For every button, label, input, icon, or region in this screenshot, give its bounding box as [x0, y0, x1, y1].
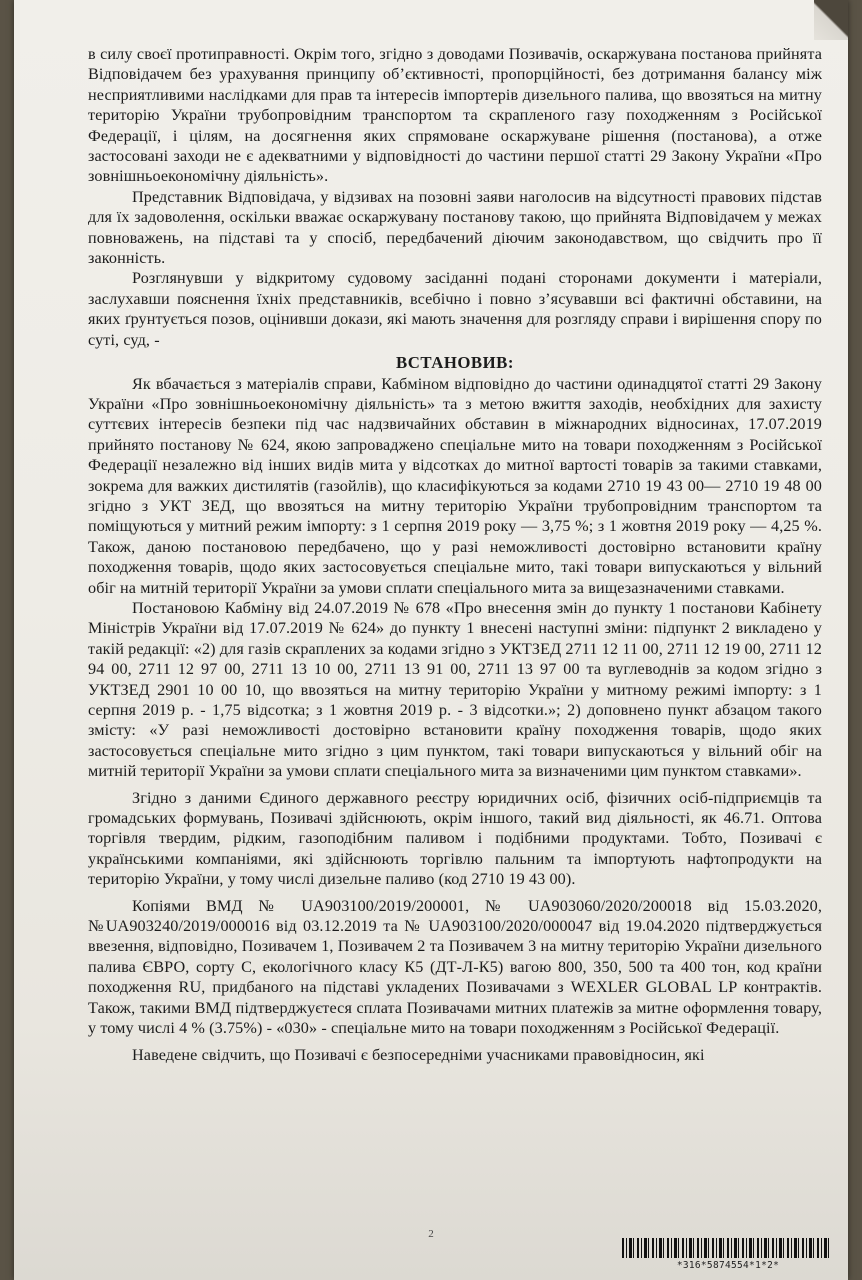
paragraph-state-register: Згідно з даними Єдиного державного реєстру юридичних осіб, фізичних осіб-підприємців та громадських формувань, Позивачі здійснюють, окрім іншого, такий вид діяльності, як 46.71. Оптова торгівля твердим, рідким, газоподібним паливом і подібними продуктами. Тобто, Позивачі є українськими компаніями, які здійснюють торгівлю пальним та імпортують нафтопродукти на територію України, у тому числі дизельне паливо (код 2710 19 43 00). [88, 788, 822, 889]
folded-page-corner [814, 0, 848, 40]
paragraph-court-review: Розглянувши у відкритому судовому засіданні подані сторонами документи і матеріали, заслухавши пояснення їхніх представників, всебічно і повно з’ясувавши всі фактичні обставини, на яких ґрунтується позов, оцінивши докази, які мають значення для розгляду справи і вирішення спору по суті, суд, - [88, 269, 822, 349]
document-body [88, 44, 822, 1065]
paragraph-defendant-position: Представник Відповідача, у відзивах на позовні заяви наголосив на відсутності правових підстав для їх задоволення, оскільки вважає оскаржувану постанову такою, що прийнята Відповідачем у межах повноважень, на підставі та у спосіб, передбачений діючим законодавством, що свідчить про її законність. [88, 187, 822, 268]
barcode-number: *316*5874554*1*2* [676, 1260, 780, 1271]
paragraph-customs-declarations: Копіями ВМД № UA903100/2019/200001, № UA903060/2020/200018 від 15.03.2020, №UA903240/2019/000016 від 03.12.2019 та № UA903100/2020/000047 від 19.04.2020 підтверджується ввезення, відповідно, Позивачем 1, Позивачем 2 та Позивачем 3 на митну територію України дизельного палива ЄВРО, сорту С, екологічного класу К5 (ДТ-Л-К5) вагою 800, 350, 500 та 400 тон, код країни походження RU, придбаного на підставі укладених Позивачами з WEXLER GLOBAL LP контрактів. Також, такими ВМД підтверджуєтеся сплата Позивачами митних платежів за митне оформлення товару, у тому числі 4 % (3.75%) - «030» - спеціальне мито на товари походженням з Російської Федерації. [88, 896, 822, 1038]
barcode-image [622, 1238, 832, 1258]
paragraph-plaintiff-arguments: в силу своєї протиправності. Окрім того, згідно з доводами Позивачів, оскаржувана постанова прийнята Відповідачем без урахування принципу об’єктивності, пропорційності, без дотримання балансу між несприятливими наслідками для прав та інтересів імпортерів дизельного палива, що ввозяться на митну територію України трубопровідним транспортом та скрапленого газу походженням з Російської Федерації, і цілям, на досягнення яких спрямоване оскаржуване рішення (постанова), а отже застосовані заходи не є адекватними у відповідності до частини першої статті 29 Закону України «Про зовнішньоекономічну діяльність». [88, 45, 822, 186]
paragraph-conclusion: Наведене свідчить, що Позивачі є безпосередніми учасниками правовідносин, які [132, 1045, 705, 1064]
paragraph-resolution-624: Як вбачається з матеріалів справи, Кабміном відповідно до частини одинадцятої статті 29 Закону України «Про зовнішньоекономічну діяльність» та з метою вжиття заходів, необхідних для захисту суттєвих інтересів безпеки під час надзвичайних обставин в міжнародних відносинах, 17.07.2019 прийнято постанову № 624, якою запроваджено спеціальне мито на товари походженням з Російської Федерації незалежно від інших видів мита у відсотках до митної вартості товарів за такими ставками, зокрема для важких дистилятів (газойлів), що класифікуються за кодами 2710 19 43 00— 2710 19 48 00 згідно з УКТ ЗЕД, що ввозяться на митну територію України трубопровідним транспортом та поміщуються у митний режим імпорту: з 1 серпня 2019 року — 3,75 %; з 1 жовтня 2019 року — 4,25 %. Також, даною постановою передбачено, що у разі неможливості достовірно встановити країну походження товарів, щодо яких застосовується спеціальне мито, такі товари випускаються у вільний обіг на митній території України за умови сплати спеціального мита за вищезазначеними ставками. [88, 374, 822, 597]
section-heading: ВСТАНОВИВ: [396, 353, 514, 373]
page-number: 2 [428, 1228, 434, 1240]
paragraph-resolution-678: Постановою Кабміну від 24.07.2019 № 678 «Про внесення змін до пункту 1 постанови Кабінету Міністрів України від 17.07.2019 № 624» до пункту 1 внесені наступні зміни: підпункт 2 викладено у такій редакції: «2) для газів скраплених за кодами згідно з УКТЗЕД 2711 12 11 00, 2711 12 19 00, 2711 12 94 00, 2711 12 97 00, 2711 13 10 00, 2711 13 91 00, 2711 13 97 00 та вуглеводнів за кодом згідно з УКТЗЕД 2901 10 00 10, що ввозяться на митну територію України у митному режимі імпорту: з 1 серпня 2019 р. - 1,75 відсотка; з 1 жовтня 2019 р. - 3 відсотки.»; 2) доповнено пункт абзацом такого змісту: «У разі неможливості достовірно встановити країну походження товарів, щодо яких застосовується спеціальне мито згідно з цим пунктом, такі товари випускаються у вільний обіг на митній території України за умови сплати спеціального мита за визначеними цим пунктом ставками». [88, 598, 822, 781]
document-page [14, 0, 848, 1280]
